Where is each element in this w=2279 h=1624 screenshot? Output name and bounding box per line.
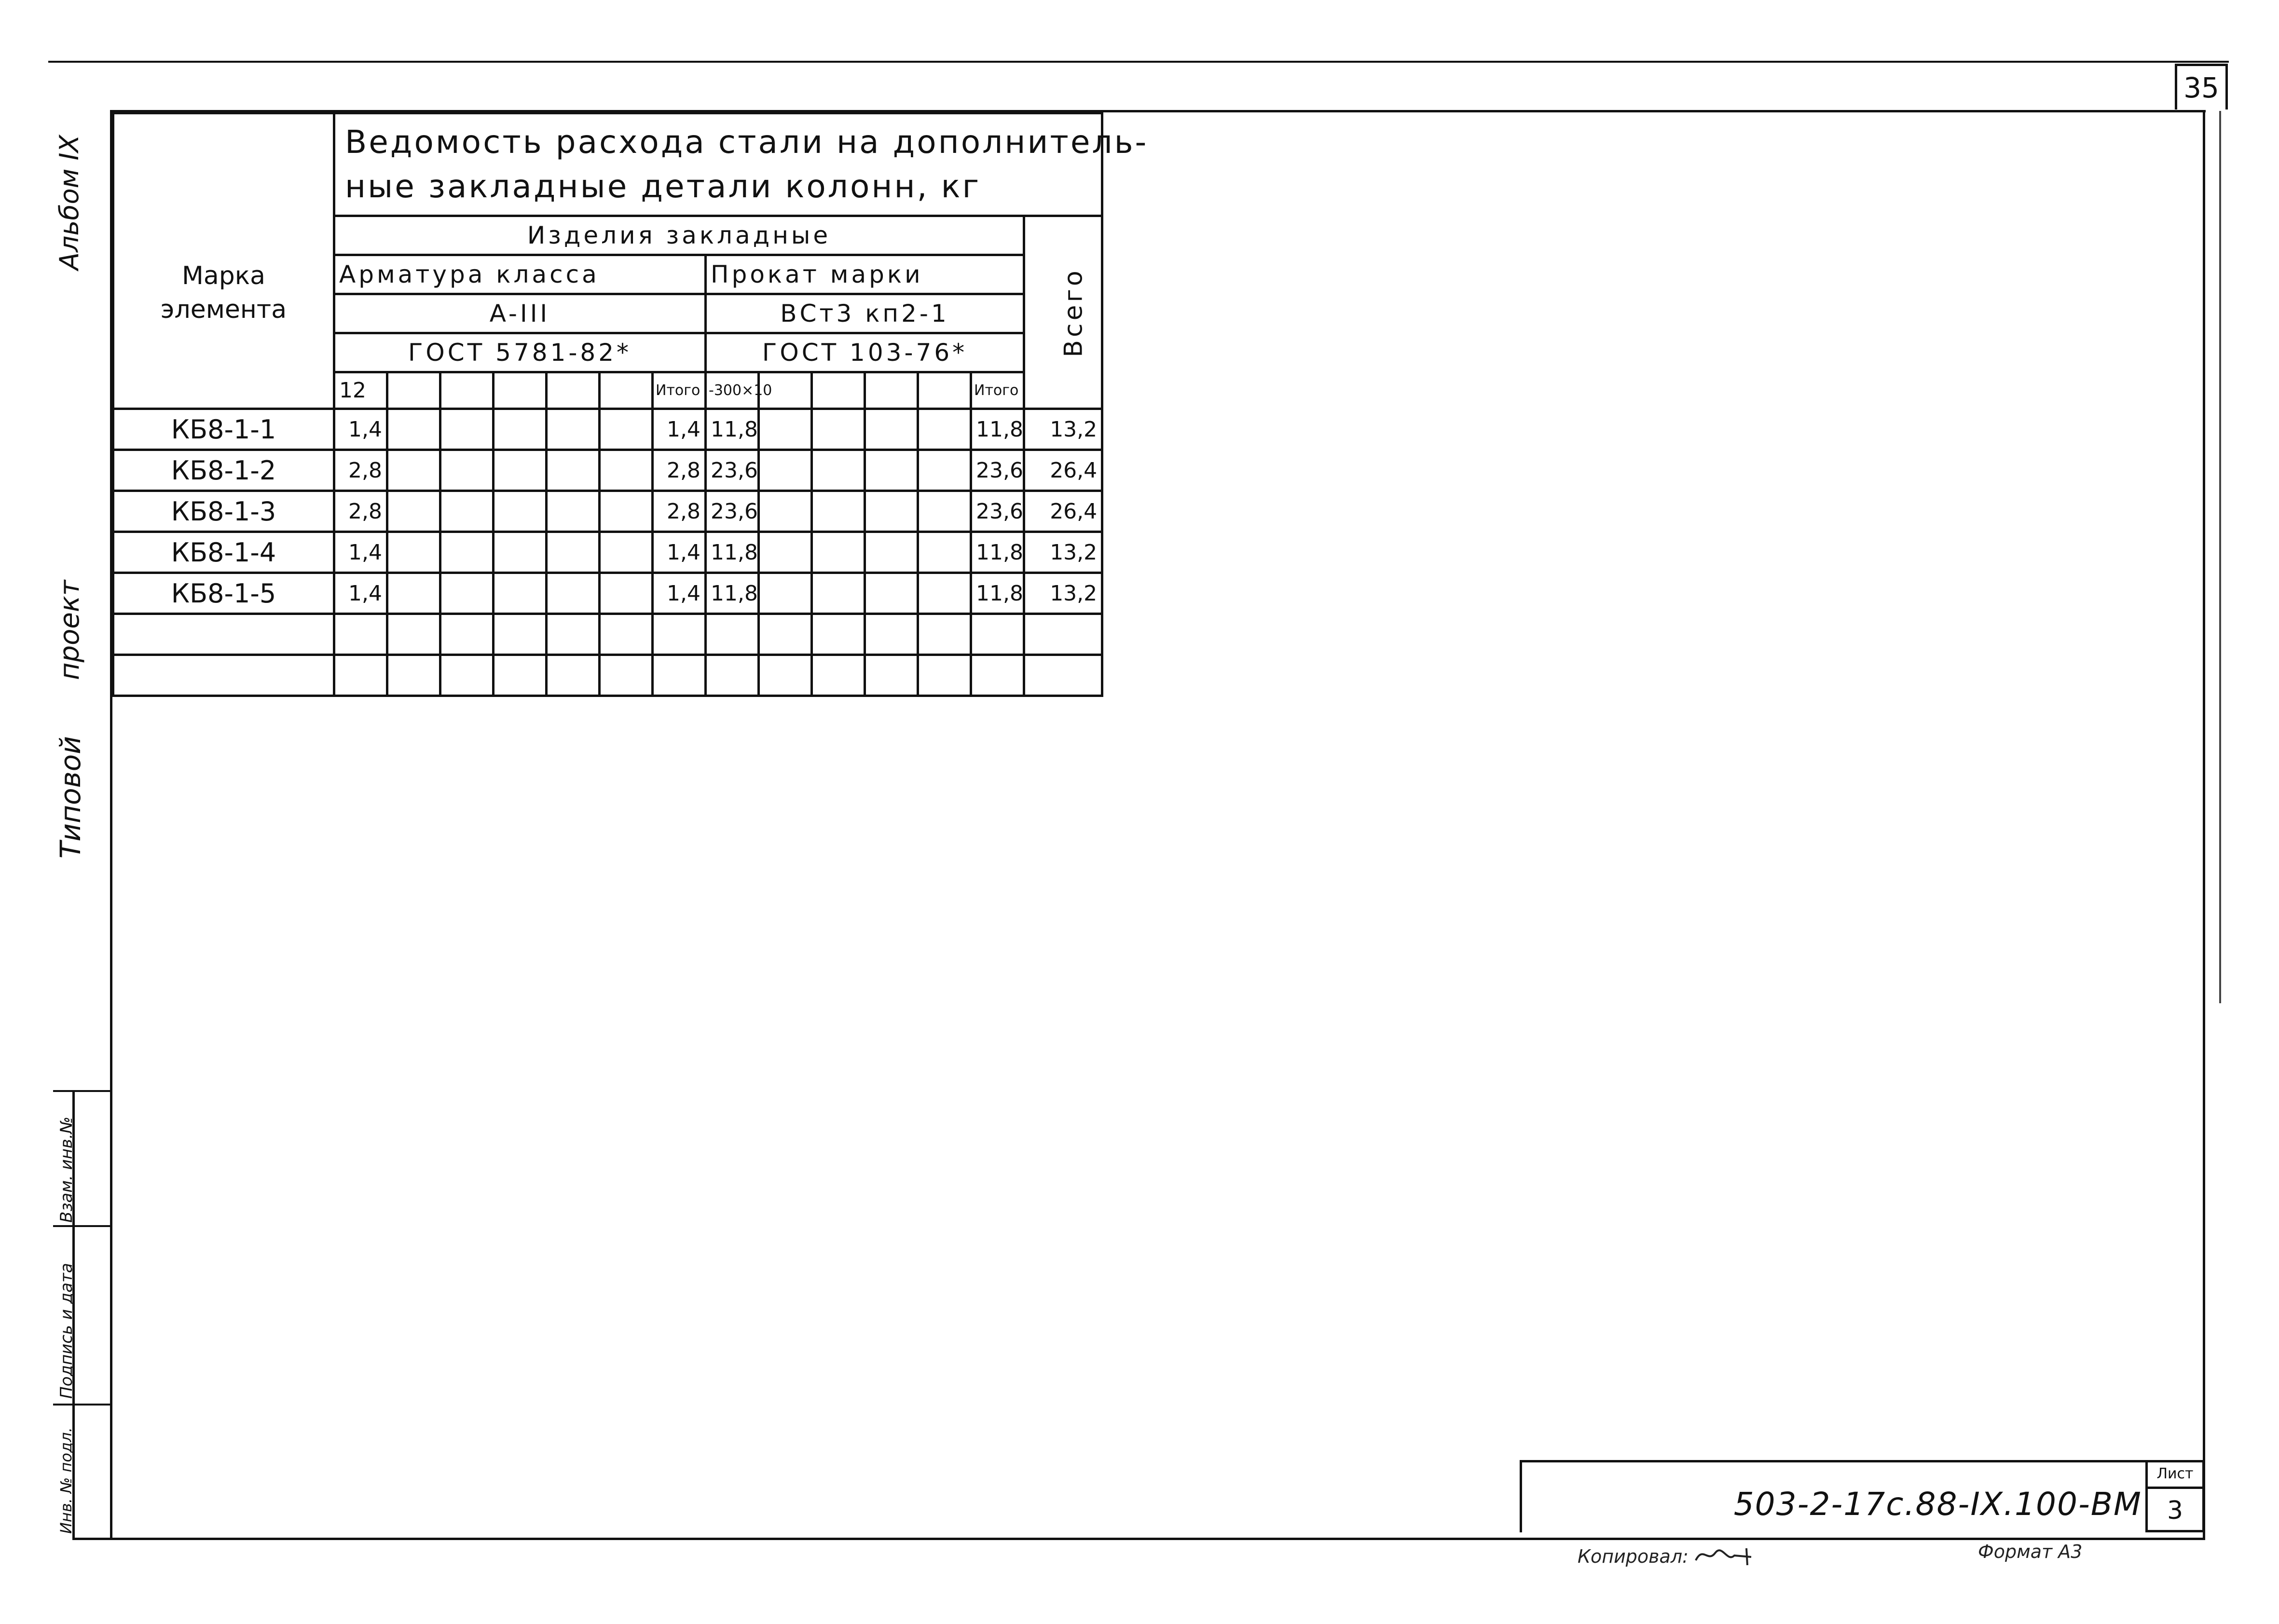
empty-cell bbox=[494, 372, 547, 409]
steel-consumption-table bbox=[112, 112, 1149, 697]
empty-cell bbox=[812, 372, 865, 409]
row-total: 26,4 bbox=[1024, 450, 1102, 491]
copier-signature bbox=[1693, 1543, 1780, 1568]
empty-cell bbox=[547, 372, 600, 409]
inv-replacement-caption: Взам. инв.№ bbox=[57, 1116, 76, 1223]
row-itogo-rolled: 23,6 bbox=[971, 491, 1024, 532]
row-mark: КБ8-1-4 bbox=[113, 532, 334, 573]
row-itogo-rolled: 11,8 bbox=[971, 409, 1024, 450]
row-a12: 1,4 bbox=[334, 409, 387, 450]
sheet-number: 3 bbox=[2167, 1496, 2183, 1525]
row-mark: КБ8-1-1 bbox=[113, 409, 334, 450]
top-rule bbox=[48, 61, 2229, 63]
row-a12: 2,8 bbox=[334, 450, 387, 491]
row-mark: КБ8-1-3 bbox=[113, 491, 334, 532]
title-block bbox=[1520, 1460, 2147, 1532]
table-row bbox=[113, 409, 1102, 450]
copied-label: Копировал: bbox=[1578, 1546, 1689, 1567]
row-itogo-rebar: 1,4 bbox=[653, 532, 706, 573]
inv-original-caption: Инв. № подл. bbox=[57, 1427, 75, 1534]
rebar-class: A-III bbox=[334, 294, 706, 333]
table-title-line-2: ные закладные детали колонн, кг bbox=[345, 168, 981, 205]
row-itogo-rolled: 11,8 bbox=[971, 573, 1024, 614]
sheet-box bbox=[2145, 1460, 2205, 1532]
empty-cell bbox=[600, 372, 653, 409]
table-row bbox=[113, 491, 1102, 532]
row-total: 13,2 bbox=[1024, 409, 1102, 450]
row-profile: 11,8 bbox=[706, 573, 759, 614]
row-profile: 11,8 bbox=[706, 409, 759, 450]
row-total: 13,2 bbox=[1024, 532, 1102, 573]
mark-header: Марка элемента bbox=[113, 113, 334, 409]
row-mark: КБ8-1-5 bbox=[113, 573, 334, 614]
col-itogo-rolled: Итого bbox=[971, 372, 1024, 409]
total-header-cell bbox=[1024, 216, 1102, 409]
col-profile-300x10: -300×10 bbox=[706, 372, 759, 409]
format-label: Формат А3 bbox=[1978, 1541, 2083, 1562]
rebar-gost: ГОСТ 5781-82* bbox=[334, 333, 706, 372]
page-number: 35 bbox=[2183, 71, 2219, 104]
table-row bbox=[113, 450, 1102, 491]
row-total: 26,4 bbox=[1024, 491, 1102, 532]
row-itogo-rebar: 2,8 bbox=[653, 491, 706, 532]
row-a12: 1,4 bbox=[334, 532, 387, 573]
signature-date-caption: Подпись и дата bbox=[57, 1263, 76, 1399]
row-itogo-rebar: 1,4 bbox=[653, 409, 706, 450]
rolled-gost: ГОСТ 103-76* bbox=[706, 333, 1024, 372]
table-title-line-1: Ведомость расхода стали на дополнитель- bbox=[345, 123, 1149, 161]
frame-right bbox=[2203, 110, 2205, 1540]
empty-cell bbox=[918, 372, 971, 409]
row-profile: 23,6 bbox=[706, 450, 759, 491]
frame-bottom bbox=[72, 1538, 2205, 1540]
empty-cell bbox=[387, 372, 440, 409]
table-title bbox=[334, 113, 1149, 216]
total-header: Всего bbox=[1059, 267, 1088, 357]
binding-strip-divider-2 bbox=[53, 1404, 111, 1406]
rolled-header: Прокат марки bbox=[706, 255, 1024, 294]
binding-strip-top bbox=[53, 1090, 111, 1092]
col-itogo-rebar: Итого bbox=[653, 372, 706, 409]
col-diameter-12: 12 bbox=[334, 372, 387, 409]
row-itogo-rolled: 23,6 bbox=[971, 450, 1024, 491]
row-itogo-rebar: 2,8 bbox=[653, 450, 706, 491]
typical-caption: Типовой bbox=[54, 736, 87, 859]
empty-cell bbox=[440, 372, 494, 409]
table-row-empty bbox=[113, 614, 1102, 655]
row-mark: КБ8-1-2 bbox=[113, 450, 334, 491]
binding-strip-divider-1 bbox=[53, 1225, 111, 1227]
sheet-label: Лист bbox=[2148, 1462, 2202, 1489]
items-header: Изделия закладные bbox=[334, 216, 1024, 255]
row-profile: 23,6 bbox=[706, 491, 759, 532]
project-caption: проект bbox=[54, 580, 85, 680]
row-a12: 1,4 bbox=[334, 573, 387, 614]
row-itogo-rebar: 1,4 bbox=[653, 573, 706, 614]
right-edge-mark bbox=[2219, 111, 2221, 1003]
row-a12: 2,8 bbox=[334, 491, 387, 532]
table-row bbox=[113, 532, 1102, 573]
album-caption: Альбом IX bbox=[54, 135, 84, 270]
row-total: 13,2 bbox=[1024, 573, 1102, 614]
document-code: 503-2-17с.88-IX.100-ВМ bbox=[1733, 1486, 2142, 1523]
page-number-box bbox=[2175, 64, 2228, 109]
rebar-header: Арматура класса bbox=[334, 255, 706, 294]
table-row bbox=[113, 573, 1102, 614]
table-row-empty bbox=[113, 655, 1102, 696]
rolled-grade: ВСт3 кп2-1 bbox=[706, 294, 1024, 333]
row-itogo-rolled: 11,8 bbox=[971, 532, 1024, 573]
row-profile: 11,8 bbox=[706, 532, 759, 573]
empty-cell bbox=[865, 372, 918, 409]
